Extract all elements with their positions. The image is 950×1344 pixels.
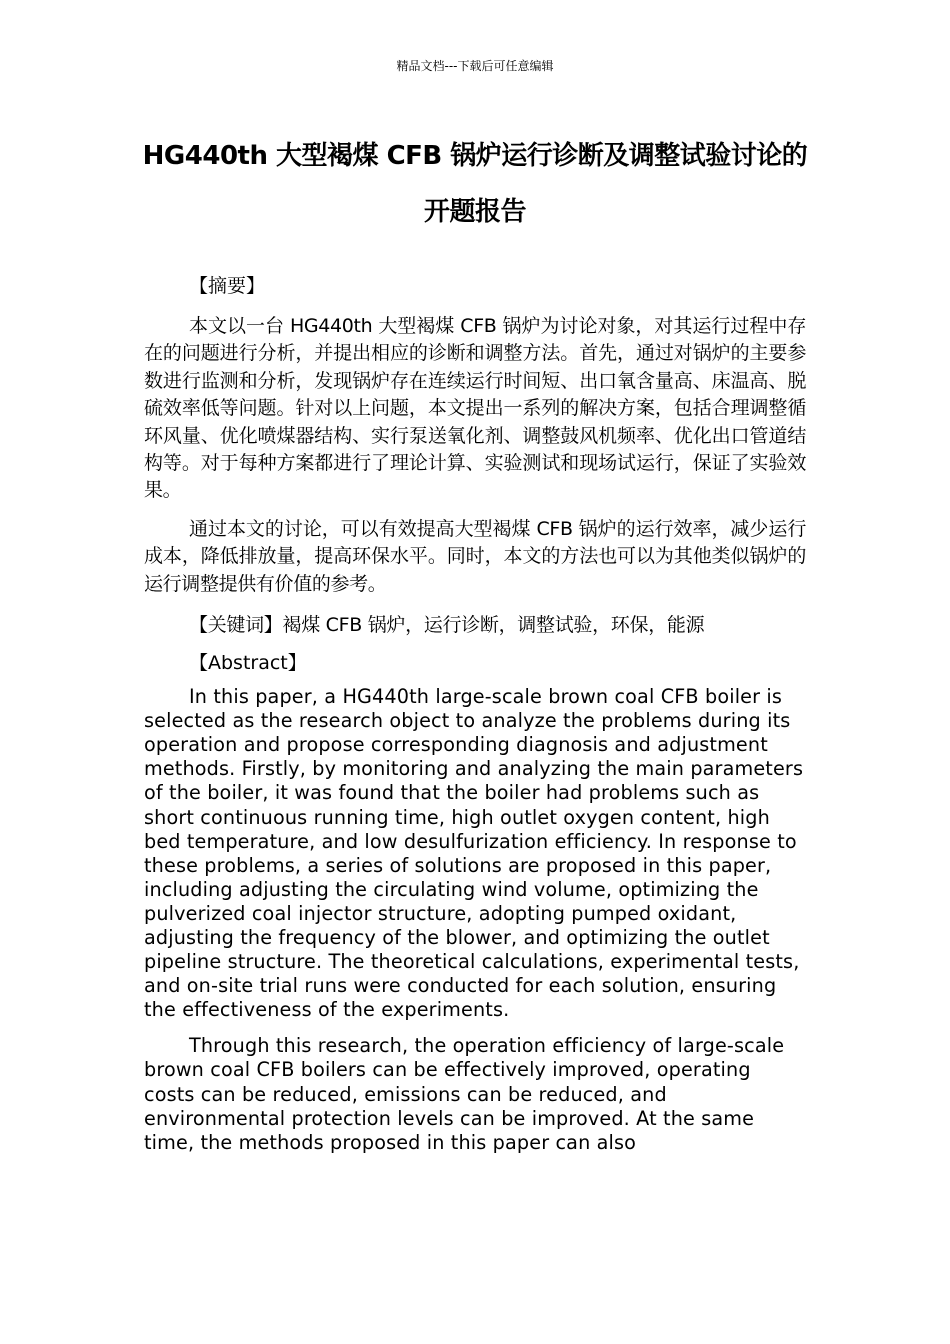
english-abstract-paragraph: Through this research, the operation efficiency of large-scale brown coal CFB boilers can be effectively improved, operating costs can be reduced, emissions can be reduced, and environmental protection levels can be improved. At the same time, the methods proposed in this paper can also <box>144 1034 785 1154</box>
abstract-label: 【摘要】 <box>189 275 266 297</box>
keywords-line: 【关键词】褐煤 CFB 锅炉，运行诊断，调整试验，环保，能源 <box>189 614 705 637</box>
abstract-paragraph: 通过本文的讨论，可以有效提高大型褐煤 CFB 锅炉的运行效率，减少运行成本，降低排放量，提高环保水平。同时，本文的方法也可以为其他类似锅炉的运行调整提供有价值的参考。 <box>144 517 806 595</box>
abstract-paragraph: 本文以一台 HG440th 大型褐煤 CFB 锅炉为讨论对象，对其运行过程中存在的问题进行分析，并提出相应的诊断和调整方法。首先，通过对锅炉的主要参数进行监测和分析，发现锅炉存在连续运行时间短、出口氧含量高、床温高、脱硫效率低等问题。针对以上问题，本文提出一系列的解决方案，包括合理调整循环风量、优化喷煤器结构、实行泵送氧化剂、调整鼓风机频率、优化出口管道结构等。对于每种方案都进行了理论计算、实验测试和现场试运行，保证了实验效果。 <box>144 315 806 502</box>
document-body <box>144 270 806 1167</box>
english-abstract-label: 【Abstract】 <box>189 652 307 675</box>
document-title: HG440th 大型褐煤 CFB 锅炉运行诊断及调整试验讨论的开题报告 <box>142 141 808 227</box>
english-abstract-paragraph: In this paper, a HG440th large-scale brown coal CFB boiler is selected as the research object to analyze the problems during its operation and propose corresponding diagnosis and adjustment methods. Firstly, by monitoring and analyzing the main parameters of the boiler, it was found that the boiler had problems such as short continuous running time, high outlet oxygen content, high bed temperature, and low desulfurization efficiency. In response to these problems, a series of solutions are proposed in this paper, including adjusting the circulating wind volume, optimizing the pulverized coal injector structure, adopting pumped oxidant, adjusting the frequency of the blower, and optimizing the outlet pipeline structure. The theoretical calculations, experimental tests, and on-site trial runs were conducted for each solution, ensuring the effectiveness of the experiments. <box>144 685 804 1022</box>
header-note: 精品文档---下载后可任意编辑 <box>396 59 554 73</box>
